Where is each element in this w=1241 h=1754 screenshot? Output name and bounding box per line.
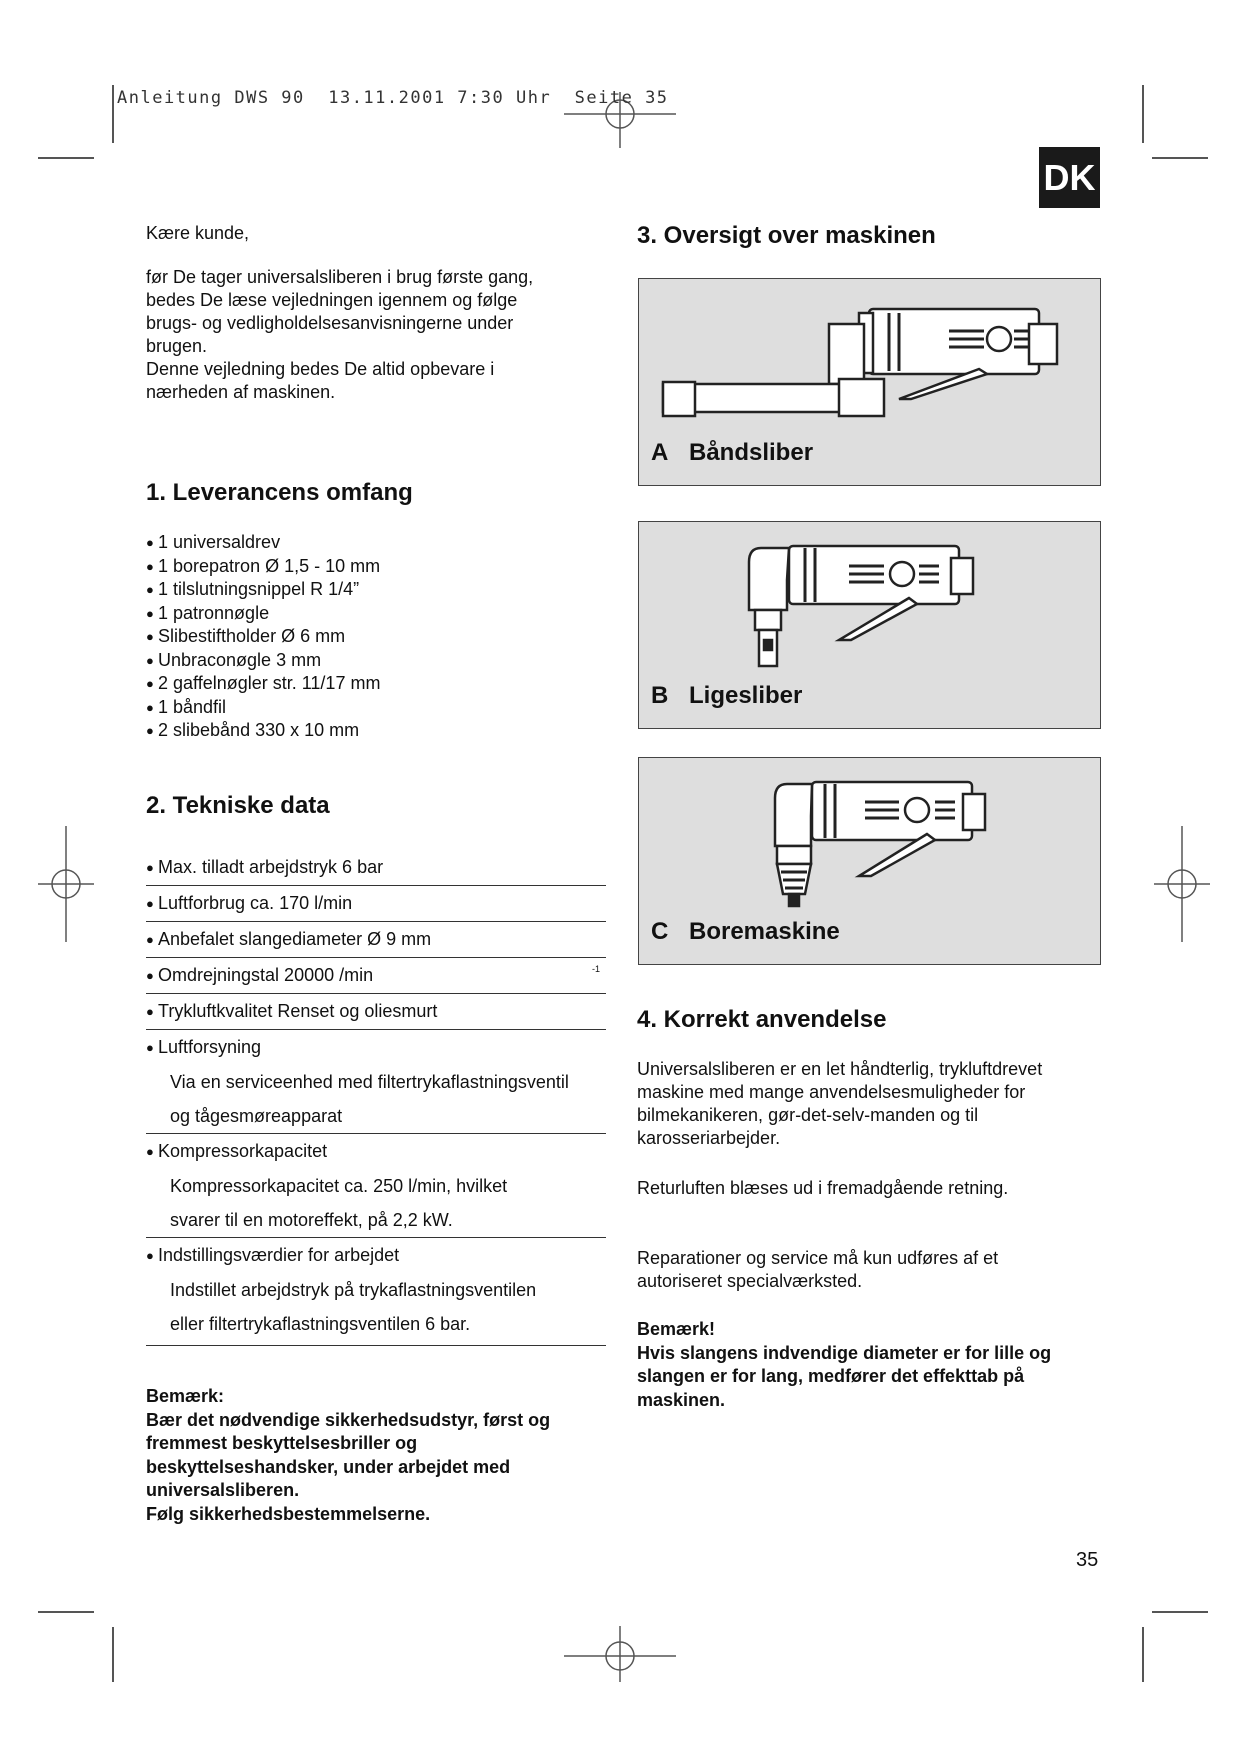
crop-mark [1142, 1627, 1144, 1682]
technical-data-table [146, 850, 606, 1346]
bullet-icon: ● [146, 699, 154, 715]
tool-label-a: A Båndsliber [651, 439, 814, 466]
list-item: ● 1 båndfil [146, 696, 380, 720]
note-line: fremmest beskyttelsesbriller og [146, 1433, 418, 1453]
table-row-detail: svarer til en motoreffekt, på 2,2 kW. [146, 1203, 606, 1238]
intro-paragraph [146, 266, 533, 404]
intro-line: brugs- og vedligholdelsesanvisningerne under [146, 313, 514, 333]
list-item: ● Slibestiftholder Ø 6 mm [146, 625, 380, 649]
table-row-detail: Indstillet arbejdstryk på trykaflastningsventilen [170, 1280, 537, 1300]
bullet-icon: ● [146, 582, 154, 597]
bullet-icon: ● [146, 1040, 154, 1055]
tool-figure-a [638, 278, 1101, 486]
bullet-icon: ● [146, 605, 154, 621]
intro-line: før De tager universalsliberen i brug første gang, [146, 267, 534, 287]
note-title: Bemærk! [637, 1319, 716, 1339]
unit-exponent: -1 [591, 964, 600, 974]
bullet-icon: ● [146, 1248, 154, 1263]
belt-sander-illustration [649, 299, 1089, 419]
bullet-icon: ● [146, 535, 154, 550]
tool-label-c: C Boremaskine [651, 918, 840, 945]
page-number: 35 [1076, 1549, 1099, 1571]
table-row: ● Max. tilladt arbejdstryk 6 bar [146, 850, 606, 886]
exhaust-paragraph: Returluften blæses ud i fremadgående retning. [637, 1178, 1009, 1198]
language-badge: DK [1039, 147, 1100, 208]
tool-figure-c [638, 757, 1101, 965]
table-row-detail: Kompressorkapacitet ca. 250 l/min, hvilket [170, 1176, 508, 1196]
bullet-icon: ● [146, 723, 154, 738]
table-row: ● Luftforbrug ca. 170 l/min [146, 886, 606, 922]
table-row: ● Kompressorkapacitet [146, 1134, 606, 1169]
list-item: ● Unbraconøgle 3 mm [146, 649, 380, 673]
hose-note: Bemærk! Hvis slangens indvendige diameter er for lille og slangen er for lang, medfører det effekttab på maskinen. [637, 1319, 1052, 1410]
crop-mark [38, 157, 94, 159]
note-line: universalsliberen. [146, 1480, 300, 1500]
table-row: ● Trykluftkvalitet Renset og oliesmurt [146, 994, 606, 1030]
list-item: ● 1 patronnøgle [146, 602, 380, 626]
table-row: ● Anbefalet slangediameter Ø 9 mm [146, 922, 606, 958]
bullet-icon: ● [146, 652, 154, 668]
bullet-icon: ● [146, 968, 154, 983]
repair-paragraph: Reparationer og service må kun udføres af et autoriseret specialværksted. [637, 1248, 999, 1291]
intro-line: brugen. [146, 336, 208, 356]
crop-mark [112, 85, 114, 143]
bullet-icon: ● [146, 932, 154, 947]
bullet-icon: ● [146, 629, 154, 644]
intro-line: Denne vejledning bedes De altid opbevare i [146, 359, 495, 379]
section-1-title: 1. Leverancens omfang [146, 479, 413, 506]
section-4-title: 4. Korrekt anvendelse [637, 1006, 887, 1033]
list-item: ● 2 gaffelnøgler str. 11/17 mm [146, 672, 380, 696]
crop-mark [112, 1627, 114, 1682]
note-line: Følg sikkerhedsbestemmelserne. [146, 1503, 431, 1524]
registration-mark-right [1152, 826, 1212, 946]
safety-note [146, 1385, 550, 1526]
registration-mark-bottom [560, 1622, 680, 1682]
table-row: ● Omdrejningstal 20000 /min -1 [146, 958, 606, 994]
registration-mark-left [36, 826, 96, 946]
greeting: Kære kunde, [146, 223, 250, 243]
bullet-icon: ● [146, 558, 154, 574]
table-row: ● Indstillingsværdier for arbejdet [146, 1238, 606, 1273]
note-title: Bemærk: [146, 1386, 225, 1406]
usage-paragraph: Universalsliberen er en let håndterlig, trykluftdrevet maskine med mange anvendelsesmuligheder for bilmekanikeren, gør-det-selv-manden og til karosseriarbejder. [637, 1059, 1043, 1148]
crop-mark [1152, 157, 1208, 159]
section-2-title: 2. Tekniske data [146, 792, 330, 819]
tool-figure-b [638, 521, 1101, 729]
list-item: ● 1 universaldrev [146, 531, 380, 555]
list-item: ● 1 borepatron Ø 1,5 - 10 mm [146, 555, 380, 579]
table-row-detail: eller filtertrykaflastningsventilen 6 bar. [146, 1307, 606, 1346]
bullet-icon: ● [146, 1004, 154, 1019]
table-row-detail: Via en serviceenhed med filtertrykaflastningsventil [170, 1072, 569, 1092]
crop-mark [1142, 85, 1144, 143]
list-item: ● 2 slibebånd 330 x 10 mm [146, 719, 380, 743]
delivery-list [146, 531, 380, 743]
intro-line: nærheden af maskinen. [146, 382, 336, 402]
crop-mark [1152, 1611, 1208, 1613]
print-header: Anleitung DWS 90 13.11.2001 7:30 Uhr Seite 35 [117, 88, 669, 108]
note-line: Bær det nødvendige sikkerhedsudstyr, først og [146, 1409, 551, 1430]
bullet-icon: ● [146, 860, 154, 875]
bullet-icon: ● [146, 1144, 154, 1159]
bullet-icon: ● [146, 896, 154, 911]
table-row: ● Luftforsyning [146, 1030, 606, 1065]
bullet-icon: ● [146, 676, 154, 691]
note-line: beskyttelseshandsker, under arbejdet med [146, 1456, 511, 1477]
crop-mark [38, 1611, 94, 1613]
intro-line: bedes De læse vejledningen igennem og følge [146, 290, 518, 310]
drill-illustration [767, 776, 1007, 916]
section-3-title: 3. Oversigt over maskinen [637, 222, 936, 249]
table-row-detail: og tågesmøreapparat [146, 1099, 606, 1134]
list-item: ● 1 tilslutningsnippel R 1/4” [146, 578, 380, 602]
tool-label-b: B Ligesliber [651, 682, 803, 709]
straight-grinder-illustration [739, 540, 999, 680]
